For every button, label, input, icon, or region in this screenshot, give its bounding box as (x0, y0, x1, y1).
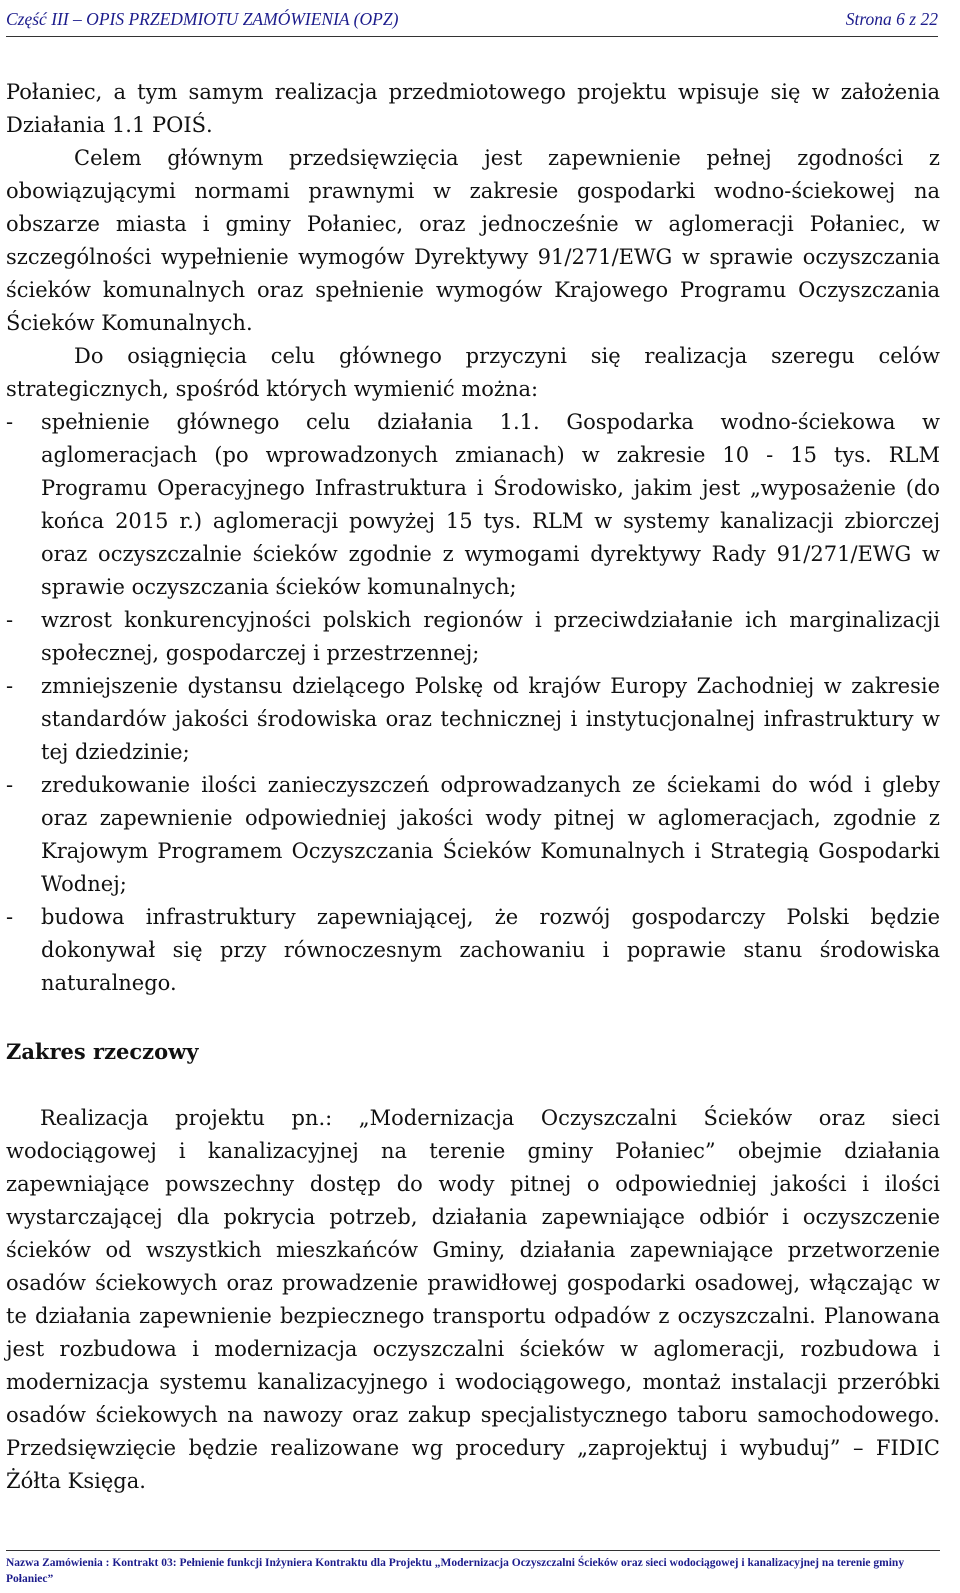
list-item-text: spełnienie głównego celu działania 1.1. Gospodarka wodno-ściekowa w aglomeracjach (po wprowadzonych zmianach) w zakresie 10 - 15 tys. RLM Programu Operacyjnego Infrastruktura i Środowisko, jakim jest „wyposażenie (do końca 2015 r.) aglomeracji powyżej 15 tys. RLM w systemy kanalizacji zbiorczej oraz oczyszczalnie ścieków zgodnie z wymogami dyrektywy Rady 91/271/EWG w sprawie oczyszczania ścieków komunalnych; (41, 410, 940, 599)
list-dash: - (6, 410, 14, 434)
paragraph-intro: Połaniec, a tym samym realizacja przedmiotowego projektu wpisuje się w założenia Działania 1.1 POIŚ. (6, 80, 940, 137)
paragraph-strategic-goals: Do osiągnięcia celu głównego przyczyni się realizacja szeregu celów strategicznych, spośród których wymienić można: (6, 344, 940, 401)
document-body (6, 76, 940, 1498)
section-heading: Zakres rzeczowy (6, 1039, 199, 1064)
list-item (6, 670, 940, 769)
page-footer: Nazwa Zamówienia : Kontrakt 03: Pełnienie funkcji Inżyniera Kontraktu dla Projektu „Modernizacja Oczyszczalni Ścieków oraz sieci wodociągowej i kanalizacyjnej na terenie gminy Połaniec” (6, 1550, 940, 1587)
list-item (6, 769, 940, 901)
strategic-goals-list (6, 406, 940, 1000)
paragraph-main-goal: Celem głównym przedsięwzięcia jest zapewnienie pełnej zgodności z obowiązującymi normami prawnymi w zakresie gospodarki wodno-ściekowej na obszarze miasta i gminy Połaniec, oraz jednocześnie w aglomeracji Połaniec, w szczególności wypełnienie wymogów Dyrektywy 91/271/EWG w sprawie oczyszczania ścieków komunalnych oraz spełnienie wymogów Krajowego Programu Oczyszczania Ścieków Komunalnych. (6, 146, 940, 335)
page-number: Strona 6 z 22 (845, 9, 938, 29)
list-dash: - (6, 608, 14, 632)
list-item-text: budowa infrastruktury zapewniającej, że rozwój gospodarczy Polski będzie dokonywał się przy równoczesnym zachowaniu i poprawie stanu środowiska naturalnego. (41, 905, 940, 995)
list-dash: - (6, 773, 14, 797)
list-item-text: wzrost konkurencyjności polskich regionów i przeciwdziałanie ich marginalizacji społecznej, gospodarczej i przestrzennej; (41, 608, 940, 665)
paragraph-scope: Realizacja projektu pn.: „Modernizacja Oczyszczalni Ścieków oraz sieci wodociągowej i kanalizacyjnej na terenie gminy Połaniec” obejmie działania zapewniające powszechny dostęp do wody pitnej o odpowiedniej jakości i ilości wystarczającej dla pokrycia potrzeb, działania zapewniające odbiór i oczyszczenie ścieków od wszystkich mieszkańców Gminy, działania zapewniające przetworzenie osadów ściekowych oraz prowadzenie prawidłowej gospodarki osadowej, włączając w te działania zapewnienie bezpiecznego transportu odpadów z oczyszczalni. Planowana jest rozbudowa i modernizacja oczyszczalni ścieków w aglomeracji, rozbudowa i modernizacja systemu kanalizacyjnego i wodociągowego, montaż instalacji przeróbki osadów ściekowych na nawozy oraz zakup specjalistycznego taboru samochodowego. Przedsięwzięcie będzie realizowane wg procedury „zaprojektuj i wybuduj” – FIDIC Żółta Księga. (6, 1106, 940, 1493)
list-dash: - (6, 905, 14, 929)
list-item-text: zredukowanie ilości zanieczyszczeń odprowadzanych ze ściekami do wód i gleby oraz zapewnienie odpowiedniej jakości wody pitnej w aglomeracjach, zgodnie z Krajowym Programem Oczyszczania Ścieków Komunalnych i Strategią Gospodarki Wodnej; (41, 773, 940, 896)
list-item-text: zmniejszenie dystansu dzielącego Polskę od krajów Europy Zachodniej w zakresie standardów jakości środowiska oraz technicznej i instytucjonalnej infrastruktury w tej dziedzinie; (41, 674, 940, 764)
document-part-title: Część III – OPIS PRZEDMIOTU ZAMÓWIENIA (OPZ) (6, 9, 399, 29)
list-item (6, 901, 940, 1000)
page-header (6, 6, 938, 37)
list-item (6, 406, 940, 604)
list-item (6, 604, 940, 670)
list-dash: - (6, 674, 14, 698)
